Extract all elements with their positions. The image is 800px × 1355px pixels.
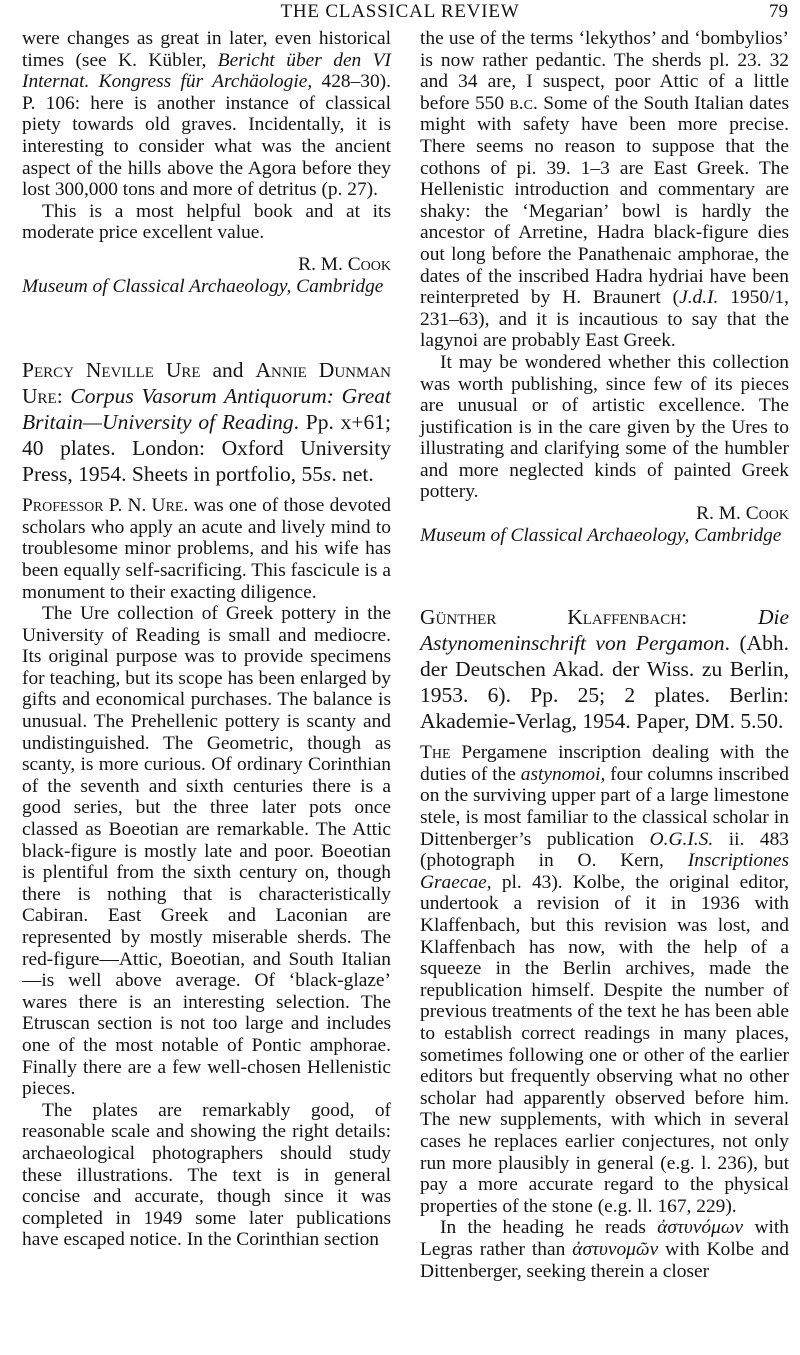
continued-paragraph: were changes as great in later, even historical times (see K. Kübler, Bericht über den VI Internat. Kongress für Archäologie, 428–30). P. 106: here is another instance of classical piety towards old graves. Incidentally, it is interesting to consider what was the ancient aspect of the hills above the Agora before they lost 300,000 tons and more of detritus (p. 27). bbox=[22, 28, 391, 201]
publication-details: . (Abh. der Deutschen Akad. der Wiss. zu Berlin, 1953. 6). Pp. 25; 2 plates. Berlin: Akademie-Verlag, 1954. Paper, DM. 5.50. bbox=[420, 631, 790, 734]
publication-details: . Pp. x+61; 40 plates. London: Oxford University Press, 1954. Sheets in portfolio, 55 bbox=[22, 410, 391, 487]
review-heading: Günther Klaffenbach: Die Astynomeninschrift von Pergamon. (Abh. der Deutschen Akad. der Wiss. zu Berlin, 1953. 6). Pp. 25; 2 plates. Berlin: Akademie-Verlag, 1954. Paper, DM. 5.50. bbox=[420, 605, 790, 734]
book-title: Corpus Vasorum Antiquorum: Great Britain—University of Reading bbox=[22, 384, 391, 435]
body-paragraph: In the heading he reads ἀστυνόμων with Legras rather than ἀστυνομῶν with Kolbe and Dittenberger, seeking therein a closer bbox=[420, 1217, 789, 1282]
book-title: Die Astynomeninschrift von Pergamon bbox=[420, 605, 789, 656]
right-column bbox=[420, 28, 789, 1282]
body-paragraph: Professor P. N. Ure. was one of those devoted scholars who apply an acute and lively mind to troublesome minor problems, and his wife has been equally self-sacrificing. This fascicule is a monument to their exacting diligence. bbox=[22, 495, 391, 603]
review-author: Günther Klaffenbach bbox=[420, 605, 682, 630]
reviewer-institution: Museum of Classical Archaeology, Cambridge bbox=[22, 275, 384, 297]
body-paragraph: The plates are remarkably good, of reasonable scale and showing the right details: archaeological photographers should study these illustrations. The text is in general concise and accurate, though since it was completed in 1949 some later publications have escaped notice. In the Corinthian section bbox=[22, 1099, 391, 1251]
left-column bbox=[22, 28, 391, 1251]
review-heading: Percy Neville Ure and Annie Dunman Ure: Corpus Vasorum Antiquorum: Great Britain—University of Reading. Pp. x+61; 40 plates. London: Oxford University Press, 1954. Sheets in portfolio, 55s. net. bbox=[22, 358, 391, 487]
body-paragraph: The Ure collection of Greek pottery in the University of Reading is small and mediocre. Its original purpose was to provide specimens for teaching, but its scope has been enlarged by gifts and economical purchases. The balance is unusual. The Prehellenic pottery is scanty and undistinguished. The Geometric, though as scanty, is more curious. Of ordinary Corinthian of the seventh and sixth centuries there is a good series, but the three later pots once classed as Boeotian are remarkable. The Attic black-figure is mostly late and poor. Boeotian is plentiful from the sixth century on, though there is nothing that is characteristically Cabiran. East Greek and Laconian are represented by mostly miserable sherds. The red-figure—Attic, Boeotian, and South Italian—is well above average. Of ‘black-glaze’ wares there is an interesting selection. The Etruscan section is not too large and includes one of the most notable of Pontic amphorae. Finally there are a few well-chosen Hellenistic pieces. bbox=[22, 603, 391, 1100]
journal-abbrev: J.d.I. bbox=[679, 287, 719, 309]
continued-paragraph: the use of the terms ‘lekythos’ and ‘bombylios’ is now rather pedantic. The sherds pl. 23. 32 and 34 are, I suspect, poor Attic of a little before 550 b.c. Some of the South Italian dates might with safety have been more precise. There seems no reason to suppose that the cothons of pi. 39. 1–3 are East Greek. The Hellenistic introduction and commentary are shaky: the ‘Megarian’ bowl is hardly the ancestor of Arretine, Hadra black-figure dies out long before the Panathenaic amphorae, the dates of the inscribed Hadra hydriai have been reinterpreted by H. Braunert (J.d.I. 1950/1, 231–63), and it is incautious to say that the lagynoi are probably East Greek. bbox=[420, 28, 789, 352]
closing-paragraph: It may be wondered whether this collection was worth publishing, since few of its pieces are unusual or of artistic excellence. The justification is in the care given by the Ures to illustrating and clarifying some of the humbler and more neglected kinds of painted Greek pottery. bbox=[420, 351, 789, 503]
running-title: THE CLASSICAL REVIEW bbox=[280, 1, 520, 22]
reviewer-name: R. M. Cook bbox=[298, 253, 391, 275]
page-header bbox=[0, 0, 800, 26]
review-authors: Percy Neville Ure bbox=[22, 358, 201, 383]
reviewer-name: R. M. Cook bbox=[696, 503, 789, 525]
body-paragraph: The Pergamene inscription dealing with the duties of the astynomoi, four columns inscribed on the surviving upper part of a large limestone stele, is most familiar to the classical scholar in Dittenberger’s publication O.G.I.S. ii. 483 (photograph in O. Kern, Inscriptiones Graecae, pl. 43). Kolbe, the original editor, undertook a revision of it in 1936 with Klaffenbach, but this revision was lost, and Klaffenbach has now, with the help of a squeeze in the Berlin archives, made the republication himself. Despite the number of previous treatments of the text he has been able to establish correct readings in many places, sometimes following one or other of the earlier editors but frequently observing what no other scholar had apparently observed before him. The new supplements, with which in several cases he replaces earlier conjectures, not only run more plausibly in general (e.g. l. 236), but pay a more accurate regard to the physical properties of the stone (e.g. ll. 167, 229). bbox=[420, 742, 789, 1217]
greek-term: ἀστυνομῶν bbox=[572, 1238, 659, 1260]
greek-term: ἀστυνόμων bbox=[657, 1217, 744, 1239]
closing-paragraph: This is a most helpful book and at its moderate price excellent value. bbox=[22, 200, 391, 244]
page-number: 79 bbox=[769, 1, 788, 22]
citation-title: Bericht über den VI Internat. Kongress für Archäologie bbox=[22, 49, 391, 93]
reviewer-institution: Museum of Classical Archaeology, Cambridge bbox=[420, 524, 782, 546]
